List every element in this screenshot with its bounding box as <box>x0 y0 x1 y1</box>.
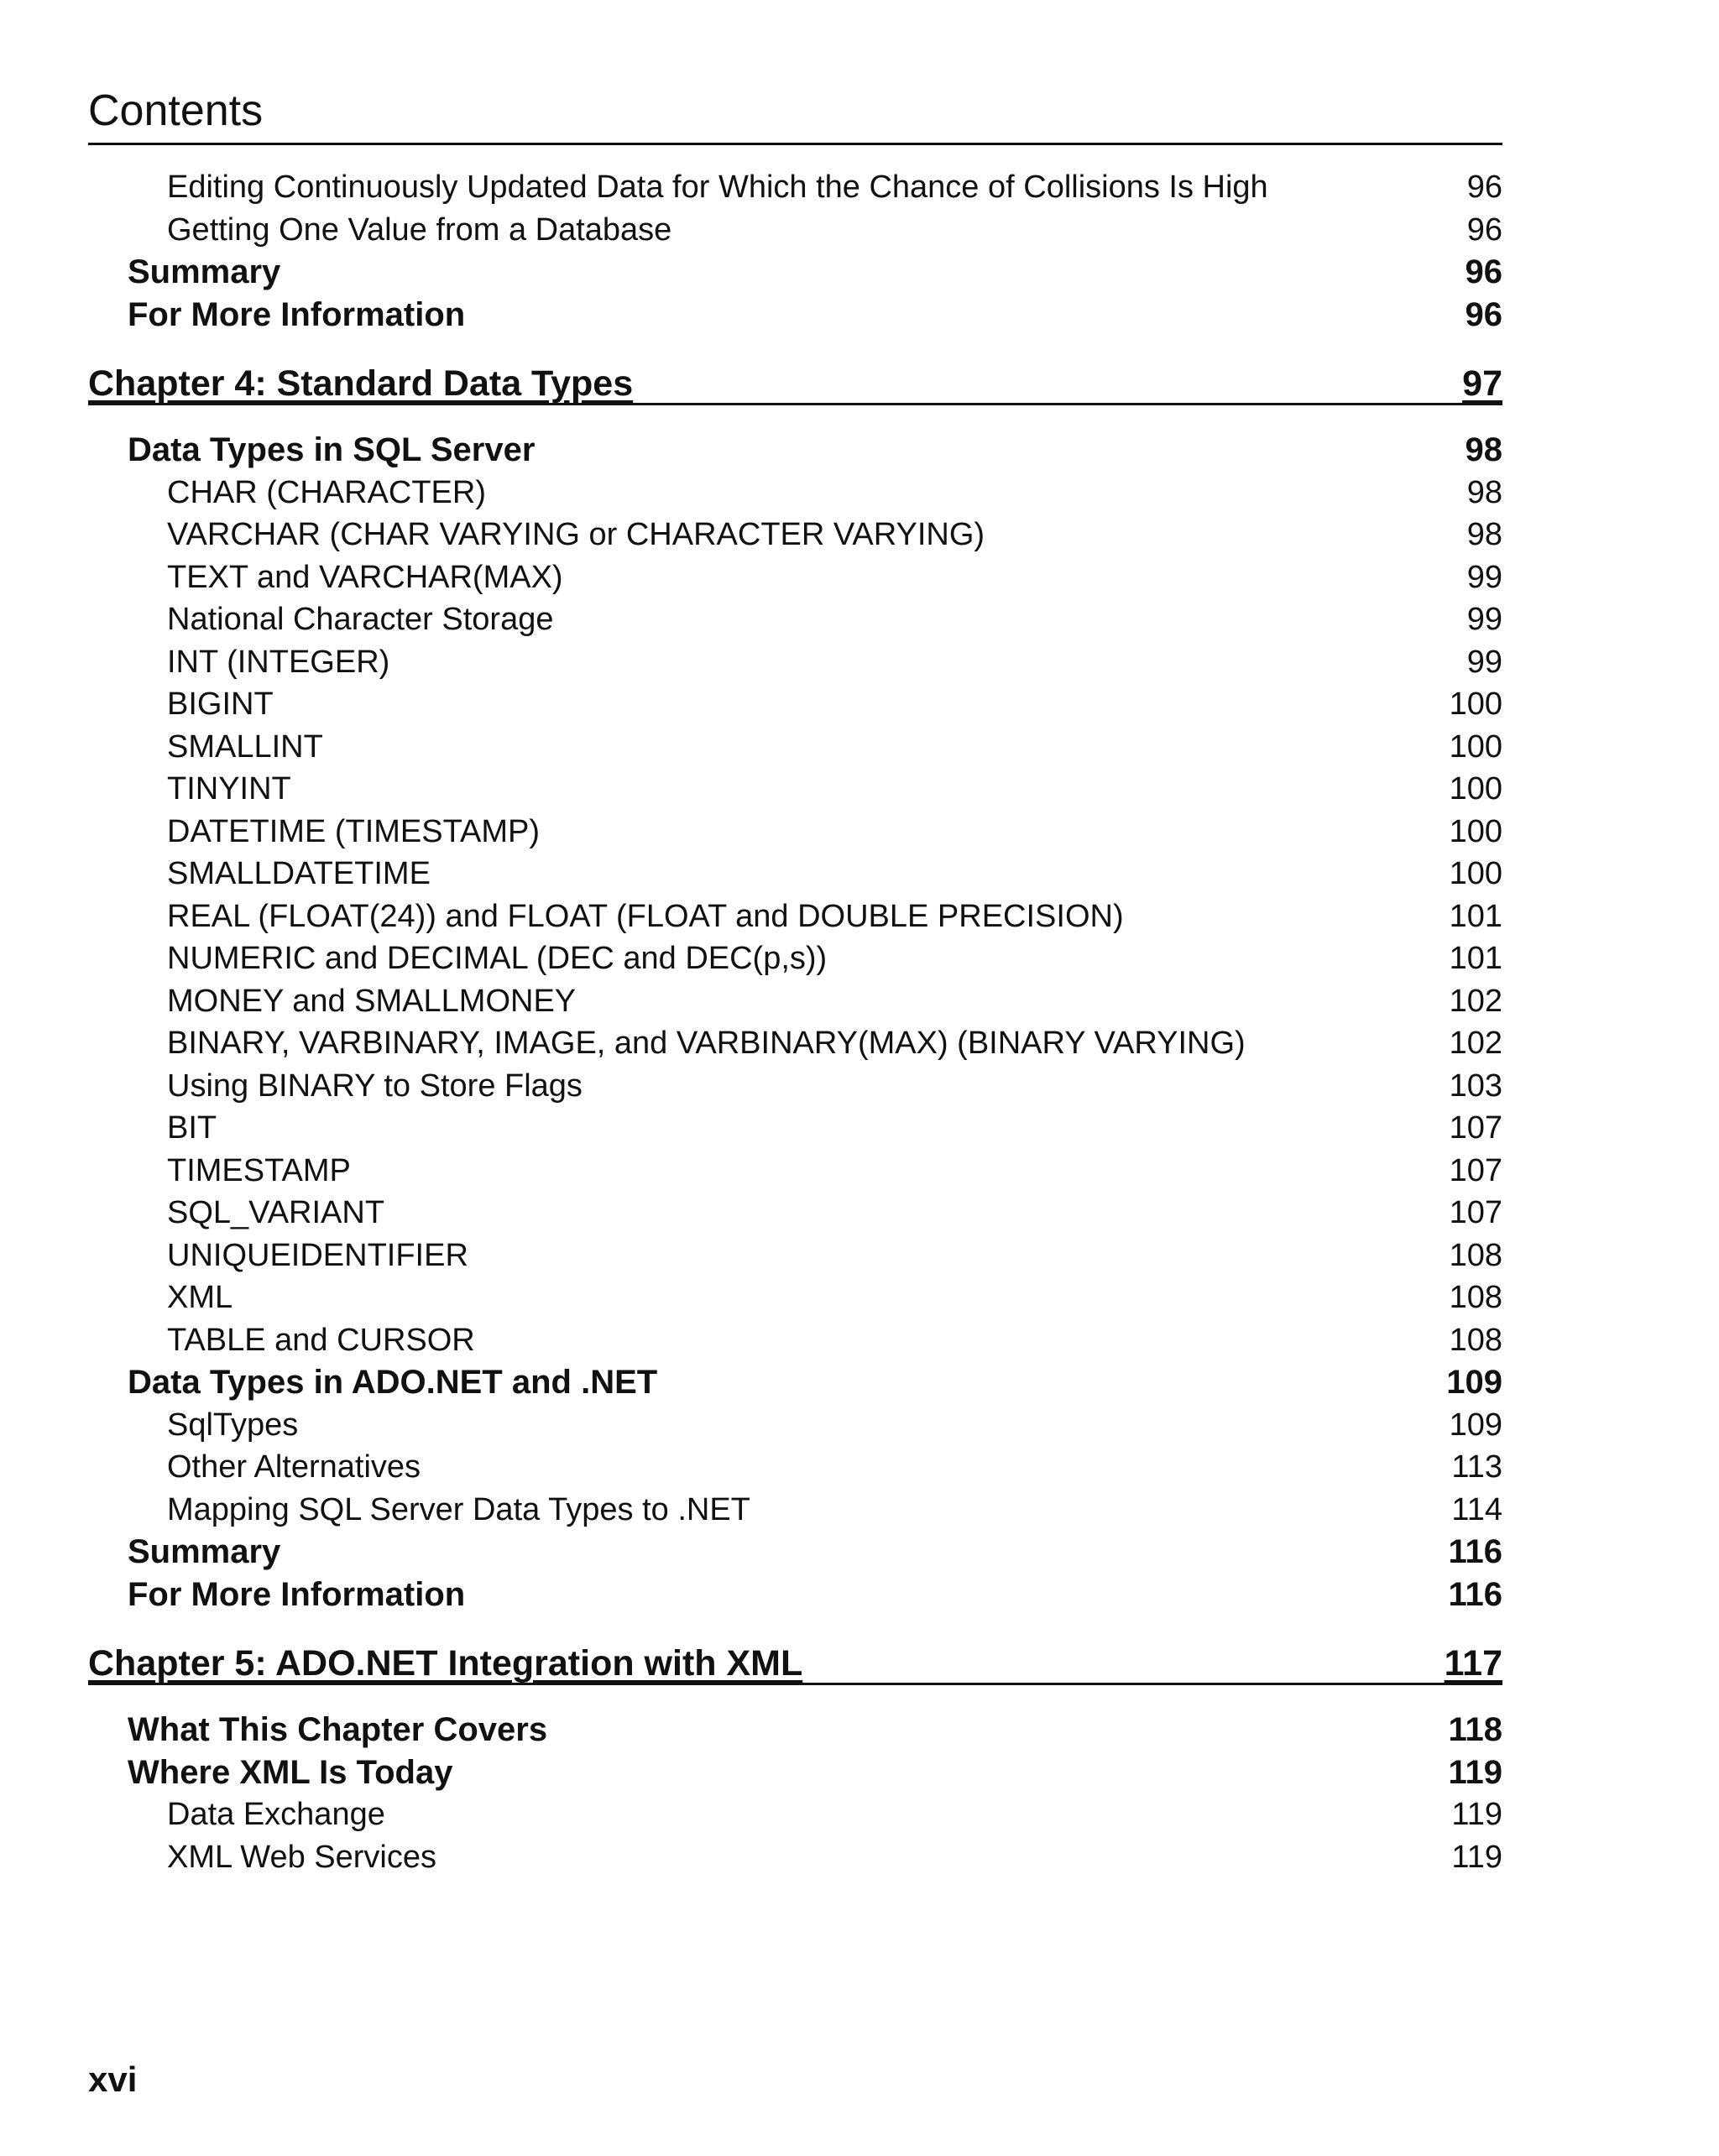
toc-page-number: 101 <box>1449 898 1502 934</box>
toc-page-number: 100 <box>1449 813 1502 849</box>
toc-entry-label: SMALLINT <box>167 728 323 765</box>
toc-page-number: 96 <box>1466 170 1502 205</box>
toc-page-number: 102 <box>1449 983 1502 1019</box>
toc-entry-row[interactable] <box>88 1192 1502 1235</box>
toc-section-row[interactable] <box>88 1361 1502 1404</box>
toc-entry-row[interactable] <box>88 1489 1502 1532</box>
toc-page-number: 100 <box>1449 771 1502 807</box>
toc-chapter-label: Chapter 4: Standard Data Types <box>88 363 634 404</box>
chapter-block <box>88 336 1502 429</box>
toc-page-number: 119 <box>1451 1839 1502 1875</box>
toc-entry-row[interactable] <box>88 811 1502 854</box>
toc-page-number: 118 <box>1448 1711 1502 1748</box>
chapter-block <box>88 1616 1502 1709</box>
toc-entry-label: National Character Storage <box>167 602 554 637</box>
toc-page-number: 109 <box>1446 1364 1502 1401</box>
page-title: Contents <box>88 86 264 135</box>
toc-page-number: 114 <box>1451 1491 1502 1527</box>
toc-entry-label: UNIQUEIDENTIFIER <box>167 1237 468 1273</box>
toc-entry-row[interactable] <box>88 166 1502 209</box>
toc-entry-row[interactable] <box>88 514 1502 556</box>
toc-section-row[interactable] <box>88 1751 1502 1794</box>
toc-entry-row[interactable] <box>88 472 1502 514</box>
toc-section-label: Summary <box>128 253 281 290</box>
toc-section-row[interactable] <box>88 294 1502 337</box>
toc-section-row[interactable] <box>88 429 1502 472</box>
toc-entry-label: BINARY, VARBINARY, IMAGE, and VARBINARY(MAX) (BINARY VARYING) <box>167 1026 1246 1061</box>
toc-page-number: 109 <box>1449 1407 1502 1443</box>
toc-entry-label: TINYINT <box>167 771 291 807</box>
toc-page-number: 108 <box>1449 1237 1502 1273</box>
toc-chapter-label: Chapter 5: ADO.NET Integration with XML <box>88 1643 803 1684</box>
toc-section-label: Data Types in ADO.NET and .NET <box>128 1364 658 1401</box>
toc-page-number: 113 <box>1451 1449 1502 1485</box>
toc-section-label: Data Types in SQL Server <box>128 431 536 468</box>
toc-page-number: 108 <box>1449 1322 1502 1358</box>
toc-entry-row[interactable] <box>88 209 1502 252</box>
toc-page-number: 98 <box>1465 431 1502 468</box>
toc-page-number: 98 <box>1466 517 1502 552</box>
toc-section-row[interactable] <box>88 1574 1502 1616</box>
toc-page-number: 107 <box>1449 1110 1502 1146</box>
toc-page-number: 100 <box>1449 856 1502 891</box>
toc-entry-row[interactable] <box>88 598 1502 641</box>
toc-entry-row[interactable] <box>88 937 1502 980</box>
toc-entry-row[interactable] <box>88 726 1502 769</box>
toc-page-number: 119 <box>1448 1753 1502 1791</box>
toc-entry-label: BIT <box>167 1110 217 1146</box>
toc-entry-label: MONEY and SMALLMONEY <box>167 983 577 1019</box>
toc-entry-label: VARCHAR (CHAR VARYING or CHARACTER VARYING) <box>167 517 985 552</box>
toc-entry-label: Mapping SQL Server Data Types to .NET <box>167 1491 750 1527</box>
toc-entry-label: XML Web Services <box>167 1839 436 1875</box>
toc-entry-row[interactable] <box>88 641 1502 684</box>
toc-entry-label: Data Exchange <box>167 1797 385 1832</box>
toc-section-row[interactable] <box>88 1709 1502 1751</box>
toc-entry-row[interactable] <box>88 1107 1502 1150</box>
toc-section-row[interactable] <box>88 251 1502 294</box>
toc-page-number: 107 <box>1449 1152 1502 1188</box>
toc-page-number: 96 <box>1466 211 1502 248</box>
toc-section-label: Summary <box>128 1533 281 1570</box>
toc-entry-row[interactable] <box>88 1065 1502 1108</box>
toc-entry-label: DATETIME (TIMESTAMP) <box>167 813 541 849</box>
toc-page-number: 116 <box>1448 1533 1502 1570</box>
toc-entry-row[interactable] <box>88 1404 1502 1447</box>
table-of-contents <box>88 166 1502 1878</box>
toc-entry-label: CHAR (CHARACTER) <box>167 474 486 510</box>
toc-section-label: What This Chapter Covers <box>128 1711 548 1748</box>
toc-page-number: 117 <box>1444 1643 1502 1684</box>
toc-entry-label: XML <box>167 1280 233 1315</box>
toc-page-number: 96 <box>1465 253 1502 290</box>
toc-page-number: 99 <box>1466 602 1502 637</box>
toc-entry-row[interactable] <box>88 853 1502 895</box>
title-divider <box>88 143 1502 145</box>
toc-page-number: 99 <box>1466 644 1502 680</box>
toc-entry-label: TEXT and VARCHAR(MAX) <box>167 559 563 595</box>
toc-entry-label: Getting One Value from a Database <box>167 211 672 248</box>
toc-entry-label: SMALLDATETIME <box>167 856 431 891</box>
toc-page-number: 107 <box>1449 1195 1502 1230</box>
toc-entry-label: INT (INTEGER) <box>167 644 390 680</box>
toc-entry-row[interactable] <box>88 556 1502 599</box>
toc-section-row[interactable] <box>88 1531 1502 1574</box>
toc-entry-label: BIGINT <box>167 686 274 722</box>
toc-entry-label: SQL_VARIANT <box>167 1195 385 1230</box>
toc-entry-row[interactable] <box>88 683 1502 726</box>
toc-entry-label: TIMESTAMP <box>167 1152 351 1188</box>
toc-entry-label: Other Alternatives <box>167 1449 421 1485</box>
page-folio: xvi <box>88 2059 138 2099</box>
toc-page-number: 116 <box>1448 1575 1502 1613</box>
toc-entry-label: TABLE and CURSOR <box>167 1322 475 1358</box>
toc-entry-label: SqlTypes <box>167 1407 299 1443</box>
toc-entry-row[interactable] <box>88 1836 1502 1879</box>
toc-page-number: 100 <box>1449 728 1502 765</box>
toc-entry-label: Using BINARY to Store Flags <box>167 1068 583 1104</box>
toc-page-number: 98 <box>1466 474 1502 510</box>
toc-page-number: 99 <box>1466 559 1502 595</box>
toc-page-number: 101 <box>1449 941 1502 976</box>
toc-section-label: For More Information <box>128 295 466 333</box>
toc-page-number: 102 <box>1449 1026 1502 1061</box>
toc-page-number: 97 <box>1462 363 1502 404</box>
toc-entry-row[interactable] <box>88 768 1502 811</box>
toc-entry-label: NUMERIC and DECIMAL (DEC and DEC(p,s)) <box>167 941 828 976</box>
toc-entry-row[interactable] <box>88 1276 1502 1319</box>
toc-entry-row[interactable] <box>88 980 1502 1023</box>
toc-chapter-row[interactable] <box>88 361 1502 405</box>
toc-entry-label: Editing Continuously Updated Data for Which the Chance of Collisions Is High <box>167 170 1268 205</box>
toc-entry-row[interactable] <box>88 1022 1502 1065</box>
toc-page-number: 103 <box>1449 1068 1502 1104</box>
toc-section-label: For More Information <box>128 1575 466 1613</box>
toc-page-number: 100 <box>1449 686 1502 722</box>
toc-entry-row[interactable] <box>88 1150 1502 1193</box>
toc-entry-row[interactable] <box>88 895 1502 938</box>
toc-entry-row[interactable] <box>88 1235 1502 1277</box>
toc-chapter-row[interactable] <box>88 1641 1502 1685</box>
toc-entry-row[interactable] <box>88 1793 1502 1836</box>
toc-section-label: Where XML Is Today <box>128 1753 453 1791</box>
toc-entry-label: REAL (FLOAT(24)) and FLOAT (FLOAT and DOUBLE PRECISION) <box>167 898 1124 934</box>
toc-entry-row[interactable] <box>88 1446 1502 1489</box>
toc-entry-row[interactable] <box>88 1319 1502 1362</box>
toc-page-number: 119 <box>1451 1797 1502 1832</box>
toc-page-number: 108 <box>1449 1280 1502 1315</box>
toc-page-number: 96 <box>1465 295 1502 333</box>
